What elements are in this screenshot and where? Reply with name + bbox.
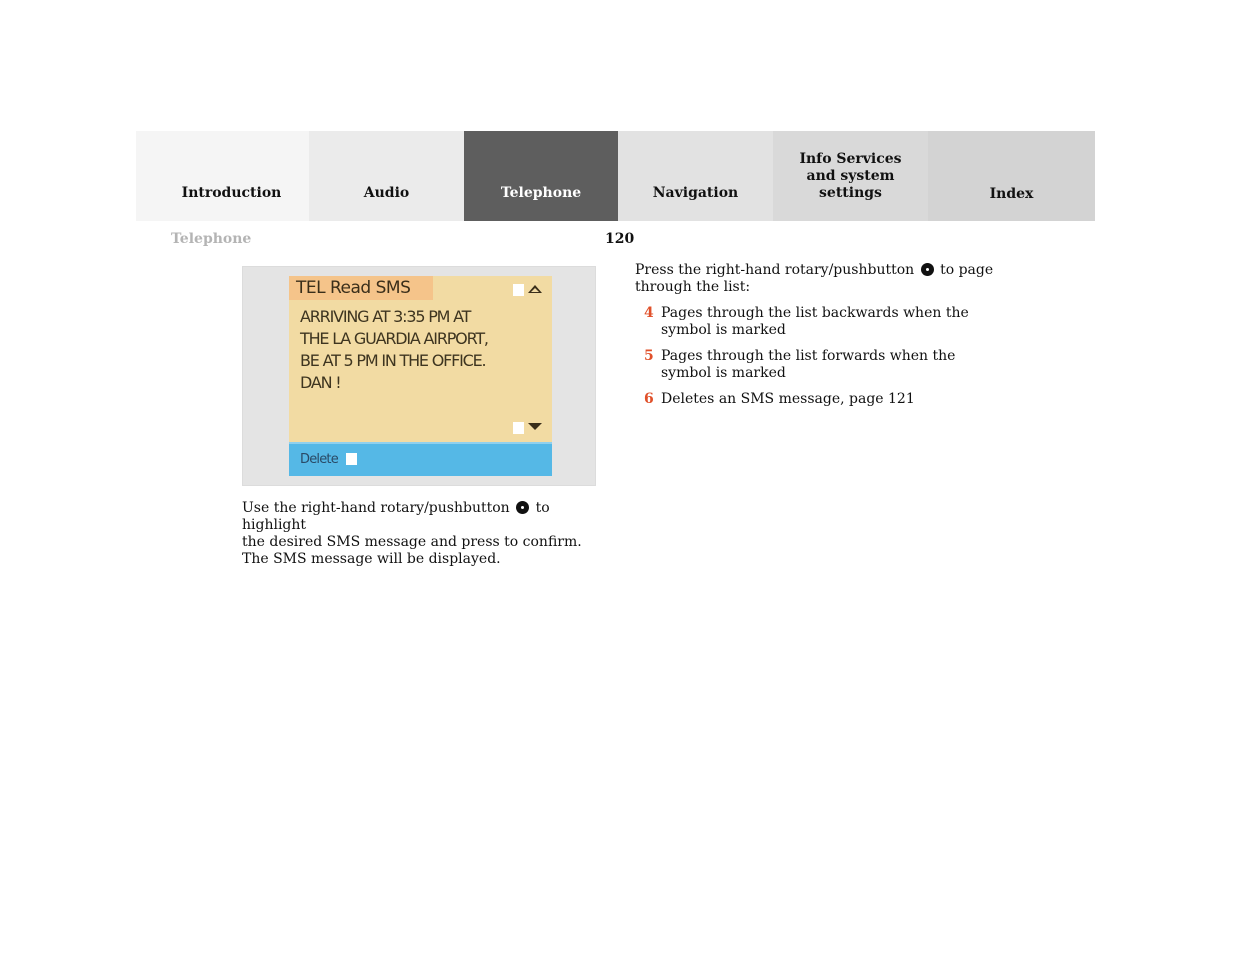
list-item — [635, 348, 995, 382]
tab-index[interactable] — [928, 131, 1095, 221]
screenshot-caption — [242, 500, 602, 568]
page-number: 120 — [605, 231, 635, 247]
item-text: Deletes an SMS message, page 121 — [661, 391, 915, 407]
tab-label: Navigation — [652, 185, 739, 201]
display-title: TEL Read SMS — [289, 276, 433, 300]
instructions — [635, 262, 995, 417]
section-label: Telephone — [171, 231, 252, 247]
delete-label: Delete — [300, 452, 338, 467]
message-line: BE AT 5 PM IN THE OFFICE. — [300, 351, 486, 370]
marker-4 — [513, 284, 524, 296]
tab-introduction[interactable] — [136, 131, 309, 221]
delete-softkey[interactable] — [289, 442, 552, 476]
tab-label: Introduction — [181, 185, 282, 201]
message-line: DAN ! — [300, 373, 341, 392]
tab-label: Audio — [363, 185, 410, 201]
tab-telephone[interactable] — [464, 131, 618, 221]
caption-text: to highlight — [242, 500, 550, 533]
sms-display — [289, 276, 552, 476]
tab-audio[interactable] — [309, 131, 464, 221]
list-item — [635, 305, 995, 339]
caption-text: Use the right-hand rotary/pushbutton — [242, 500, 510, 516]
item-number: 4 — [644, 305, 654, 321]
marker-5 — [513, 422, 524, 434]
display-screenshot-frame — [242, 266, 596, 486]
marker-6 — [346, 453, 357, 465]
tab-label: Index — [989, 186, 1034, 202]
rotary-pushbutton-icon — [921, 263, 934, 276]
sms-message-text — [300, 306, 545, 394]
scroll-down-icon[interactable] — [528, 423, 542, 430]
chapter-tabs — [136, 131, 1095, 221]
list-item — [635, 391, 995, 408]
item-number: 5 — [644, 348, 654, 364]
caption-line-2: the desired SMS message and press to confirm. — [242, 534, 582, 550]
tab-info-services[interactable] — [773, 131, 928, 221]
caption-line-1 — [242, 500, 602, 534]
message-line: ARRIVING AT 3:35 PM AT — [300, 307, 471, 326]
item-text: Pages through the list forwards when the symbol is marked — [661, 348, 956, 381]
scroll-up-icon[interactable] — [528, 285, 542, 293]
item-number: 6 — [644, 391, 654, 407]
tab-label: Telephone — [500, 185, 582, 201]
tab-navigation[interactable] — [618, 131, 773, 221]
instructions-intro — [635, 262, 995, 296]
intro-text: Press the right-hand rotary/pushbutton — [635, 262, 915, 278]
intro-text: to page through the list: — [635, 262, 994, 295]
tab-label: Info Services and system settings — [799, 151, 902, 201]
item-text: Pages through the list backwards when the symbol is marked — [661, 305, 969, 338]
message-line: THE LA GUARDIA AIRPORT, — [300, 329, 488, 348]
rotary-pushbutton-icon — [516, 501, 529, 514]
caption-line-3: The SMS message will be displayed. — [242, 551, 501, 567]
